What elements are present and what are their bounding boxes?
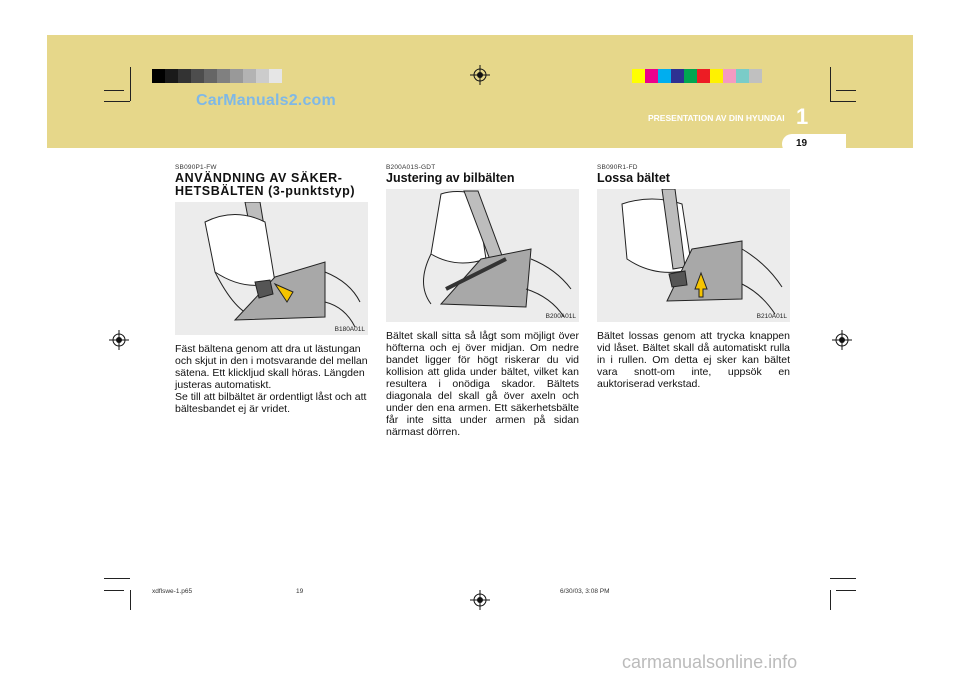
section-release-belt — [597, 164, 790, 390]
calibration-swatch — [723, 69, 736, 83]
calibration-swatch — [204, 69, 217, 83]
section-heading: Justering av bilbälten — [386, 171, 515, 185]
chapter-title: PRESENTATION AV DIN HYUNDAI — [648, 113, 785, 123]
section-belt-adjustment — [386, 164, 579, 438]
section-body: Bältet lossas genom att trycka knappen vid låset. Bältet skall då automatiskt rulla in i rullen. Om detta ej sker kan bältet vara snott-om inte, uppsök en auktoriserad verkstad. — [597, 330, 790, 390]
calibration-swatch — [217, 69, 230, 83]
registration-mark-icon — [109, 330, 129, 350]
crop-mark — [830, 101, 856, 102]
seatbelt-illustration-icon — [597, 189, 790, 322]
figure-release-belt — [597, 189, 790, 322]
crop-mark — [104, 90, 124, 91]
crop-mark — [104, 578, 130, 579]
calibration-swatch — [697, 69, 710, 83]
calibration-swatch — [710, 69, 723, 83]
crop-mark — [104, 590, 124, 591]
registration-mark-icon — [832, 330, 852, 350]
calibration-swatch — [645, 69, 658, 83]
figure-code: B180A01L — [334, 326, 365, 333]
calibration-swatch — [152, 69, 165, 83]
calibration-swatch — [256, 69, 269, 83]
footer-page: 19 — [296, 588, 304, 595]
calibration-swatch — [736, 69, 749, 83]
figure-fasten-belt — [175, 202, 368, 335]
seatbelt-illustration-icon — [386, 189, 579, 322]
calibration-swatch — [178, 69, 191, 83]
page-number: 19 — [796, 138, 808, 149]
header-band — [47, 35, 913, 148]
footer-file: xdflswe-1.p65 — [152, 588, 193, 595]
crop-mark — [830, 67, 831, 101]
watermark-text[interactable]: CarManuals2.com — [196, 92, 336, 109]
section-heading: ANVÄNDNING AV SÄKER-HETSBÄLTEN (3-punktstyp) — [175, 171, 356, 198]
section-code: SB090P1-FW — [175, 164, 217, 171]
seatbelt-illustration-icon — [175, 202, 368, 335]
crop-mark — [836, 90, 856, 91]
section-body: Fäst bältena genom att dra ut lästungan och skjut in den i motsvarande del mellan sätena. Ett klickljud skall höras. Längden justeras automatiskt. Se till att bilbältet är ordentligt låst och att bältesbandet ej är vridet. — [175, 343, 368, 415]
section-code: SB090R1-FD — [597, 164, 638, 171]
section-seatbelt-use — [175, 164, 368, 415]
footer-datetime: 6/30/03, 3:08 PM — [560, 588, 610, 595]
figure-code: B210A01L — [756, 313, 787, 320]
crop-mark — [836, 590, 856, 591]
calibration-swatch — [671, 69, 684, 83]
calibration-swatch — [749, 69, 762, 83]
footer-site[interactable]: carmanualsonline.info — [622, 652, 798, 672]
calibration-swatch — [658, 69, 671, 83]
calibration-swatch — [191, 69, 204, 83]
calibration-swatch — [165, 69, 178, 83]
chapter-number: 1 — [796, 104, 809, 129]
crop-mark — [830, 590, 831, 610]
calibration-swatch — [632, 69, 645, 83]
calibration-swatch — [684, 69, 697, 83]
color-calibration-bars — [632, 69, 762, 83]
calibration-swatch — [243, 69, 256, 83]
registration-mark-icon — [470, 590, 490, 610]
section-body: Bältet skall sitta så lågt som möjligt över höfterna och ej över midjan. Om nedre bandet ligger för högt riskerar du vid kollision att glida under bältet, vilket kan resultera i onödiga skador. Bältets diagonala del skall gå över axeln och under den ena armen. Ett säkerhetsbälte får inte sitta under armen på sidan närmast dörren. — [386, 330, 579, 438]
calibration-swatch — [230, 69, 243, 83]
section-code: B200A01S-GDT — [386, 164, 436, 171]
crop-mark — [104, 101, 130, 102]
registration-mark-icon — [470, 65, 490, 85]
crop-mark — [130, 67, 131, 101]
page-tab — [782, 134, 846, 154]
grey-calibration-bars — [152, 69, 282, 83]
crop-mark — [830, 578, 856, 579]
section-heading: Lossa bältet — [597, 171, 670, 185]
crop-mark — [130, 590, 131, 610]
figure-code: B200A01L — [545, 313, 576, 320]
figure-belt-position — [386, 189, 579, 322]
calibration-swatch — [269, 69, 282, 83]
